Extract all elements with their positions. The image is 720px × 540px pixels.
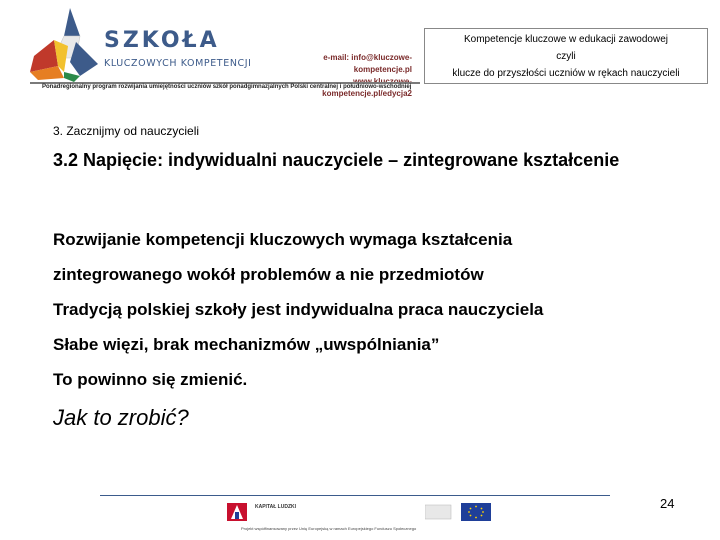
project-title-line-3: klucze do przyszłości uczniów w rękach nauczycieli [452, 68, 680, 79]
project-title-box [424, 28, 708, 84]
body-line: Rozwijanie kompetencji kluczowych wymaga kształcenia [53, 230, 513, 249]
body-line: zintegrowanego wokół problemów a nie przedmiotów [53, 265, 484, 284]
slide-body [53, 222, 693, 397]
closing-question: Jak to zrobić? [53, 405, 189, 430]
footer-divider [100, 495, 610, 496]
school-logo-mark-icon [24, 6, 104, 84]
section-subheading: 3. Zacznijmy od nauczycieli [53, 124, 200, 138]
contact-website[interactable]: kompetencje.pl/edycja2 [322, 89, 412, 98]
cofinancing-note: Projekt współfinansowany przez Unię Europejską w ramach Europejskiego Funduszu Społecznego [241, 526, 417, 531]
footer-logos [225, 498, 495, 534]
school-logo [24, 6, 264, 84]
body-line: Tradycją polskiej szkoły jest indywidualna praca nauczyciela [53, 300, 544, 319]
logo-title: SZKOŁA [104, 28, 220, 53]
eu-flag-icon [425, 501, 495, 523]
header [0, 0, 720, 100]
project-title-line-1: Kompetencje kluczowe w edukacji zawodowej [464, 34, 668, 45]
slide-heading: 3.2 Napięcie: indywidualni nauczyciele – zintegrowane kształcenie [53, 150, 620, 170]
kapital-ludzki-label: KAPITAŁ LUDZKI [255, 504, 297, 510]
body-line: To powinno się zmienić. [53, 370, 248, 389]
programme-tagline: Ponadregionalny program rozwijania umiejętności uczniów szkół ponadgimnazjalnych Polski centralnej i południowo-wschodniej [42, 84, 412, 90]
logo-subtitle: KLUCZOWYCH KOMPETENCJI [104, 58, 252, 69]
page-number: 24 [660, 496, 675, 511]
contact-info [270, 52, 412, 100]
project-title-line-2: czyli [556, 51, 576, 62]
body-line: Słabe więzi, brak mechanizmów „uwspólniania” [53, 335, 440, 354]
contact-email[interactable]: e-mail: info@kluczowe-kompetencje.pl [323, 53, 412, 74]
